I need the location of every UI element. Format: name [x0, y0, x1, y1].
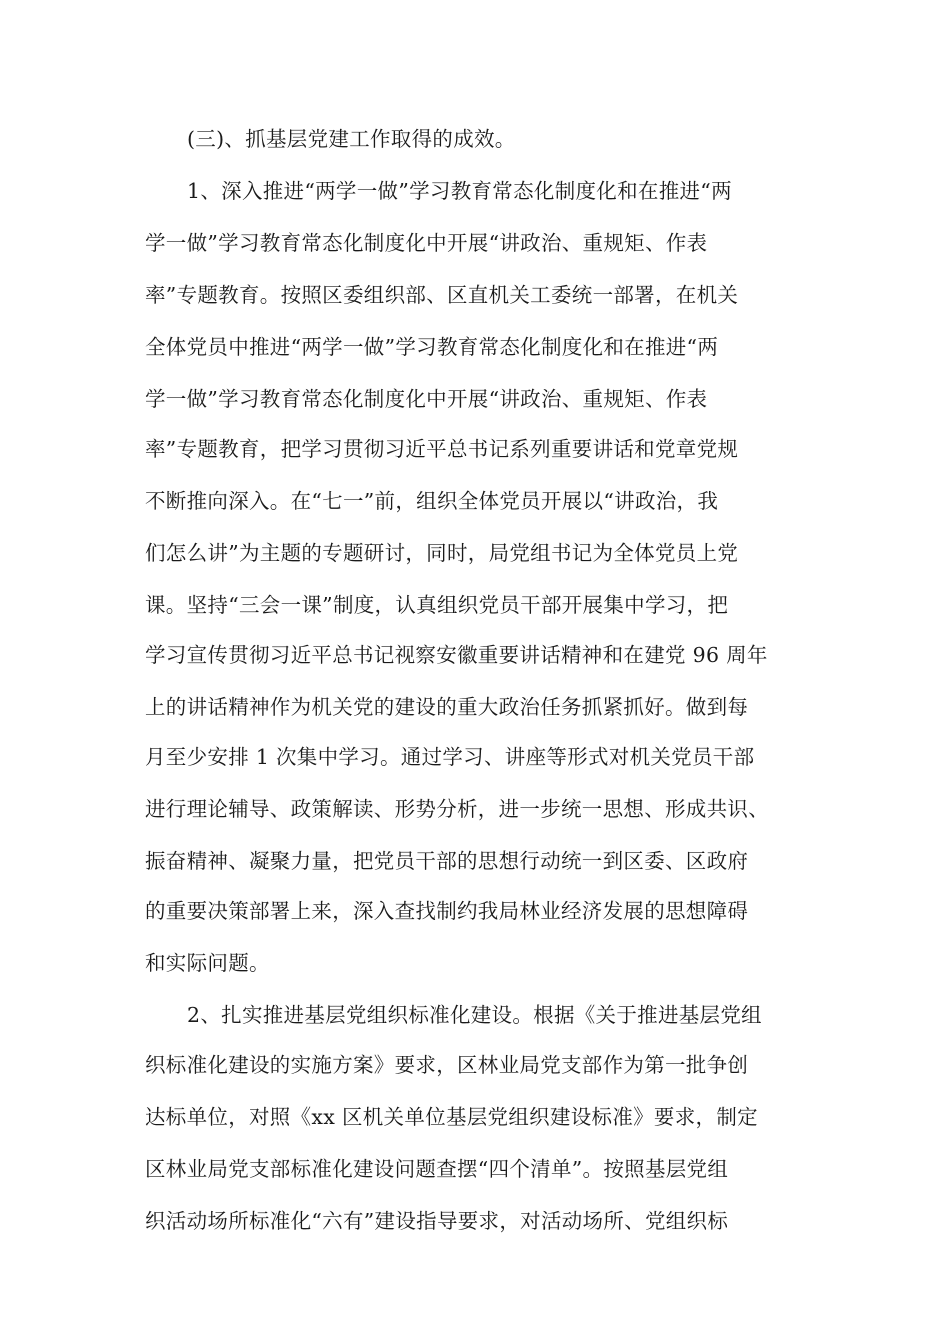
paragraph-1-line: 学一做”学习教育常态化制度化中开展“讲政治、重规矩、作表: [145, 387, 708, 411]
paragraph-1-line: 课。坚持“三会一课”制度，认真组织党员干部开展集中学习，把: [145, 593, 729, 617]
paragraph-1-line: 们怎么讲”为主题的专题研讨，同时，局党组书记为全体党员上党: [145, 541, 739, 565]
paragraph-1-line: 学习宣传贯彻习近平总书记视察安徽重要讲话精神和在建党 96 周年: [145, 643, 768, 667]
section-heading: (三)、抓基层党建工作取得的成效。: [187, 127, 516, 151]
paragraph-1-line: 不断推向深入。在“七一”前，组织全体党员开展以“讲政治，我: [145, 489, 719, 513]
paragraph-1-line: 振奋精神、凝聚力量，把党员干部的思想行动统一到区委、区政府: [145, 849, 749, 873]
paragraph-2-line: 区林业局党支部标准化建设问题查摆“四个清单”。按照基层党组: [145, 1157, 729, 1181]
paragraph-2-line: 织标准化建设的实施方案》要求，区林业局党支部作为第一批争创: [145, 1053, 749, 1077]
paragraph-1-line: 和实际问题。: [145, 951, 270, 975]
paragraph-1-line: 上的讲话精神作为机关党的建设的重大政治任务抓紧抓好。做到每: [145, 695, 749, 719]
paragraph-1-line: 的重要决策部署上来，深入查找制约我局林业经济发展的思想障碍: [145, 899, 749, 923]
paragraph-2-line: 织活动场所标准化“六有”建设指导要求，对活动场所、党组织标: [145, 1209, 729, 1233]
paragraph-1-line: 进行理论辅导、政策解读、形势分析，进一步统一思想、形成共识、: [145, 797, 769, 821]
paragraph-2-line: 达标单位，对照《xx 区机关单位基层党组织建设标准》要求，制定: [145, 1105, 758, 1129]
paragraph-1-line: 学一做”学习教育常态化制度化中开展“讲政治、重规矩、作表: [145, 231, 708, 255]
paragraph-1-line: 全体党员中推进“两学一做”学习教育常态化制度化和在推进“两: [145, 335, 719, 359]
paragraph-1-line: 率”专题教育，把学习贯彻习近平总书记系列重要讲话和党章党规: [145, 437, 739, 461]
paragraph-1-line: 1、深入推进“两学一做”学习教育常态化制度化和在推进“两: [187, 179, 732, 203]
paragraph-2-line: 2、扎实推进基层党组织标准化建设。根据《关于推进基层党组: [187, 1003, 762, 1027]
paragraph-1-line: 率”专题教育。按照区委组织部、区直机关工委统一部署，在机关: [145, 283, 739, 307]
paragraph-1-line: 月至少安排 1 次集中学习。通过学习、讲座等形式对机关党员干部: [145, 745, 755, 769]
